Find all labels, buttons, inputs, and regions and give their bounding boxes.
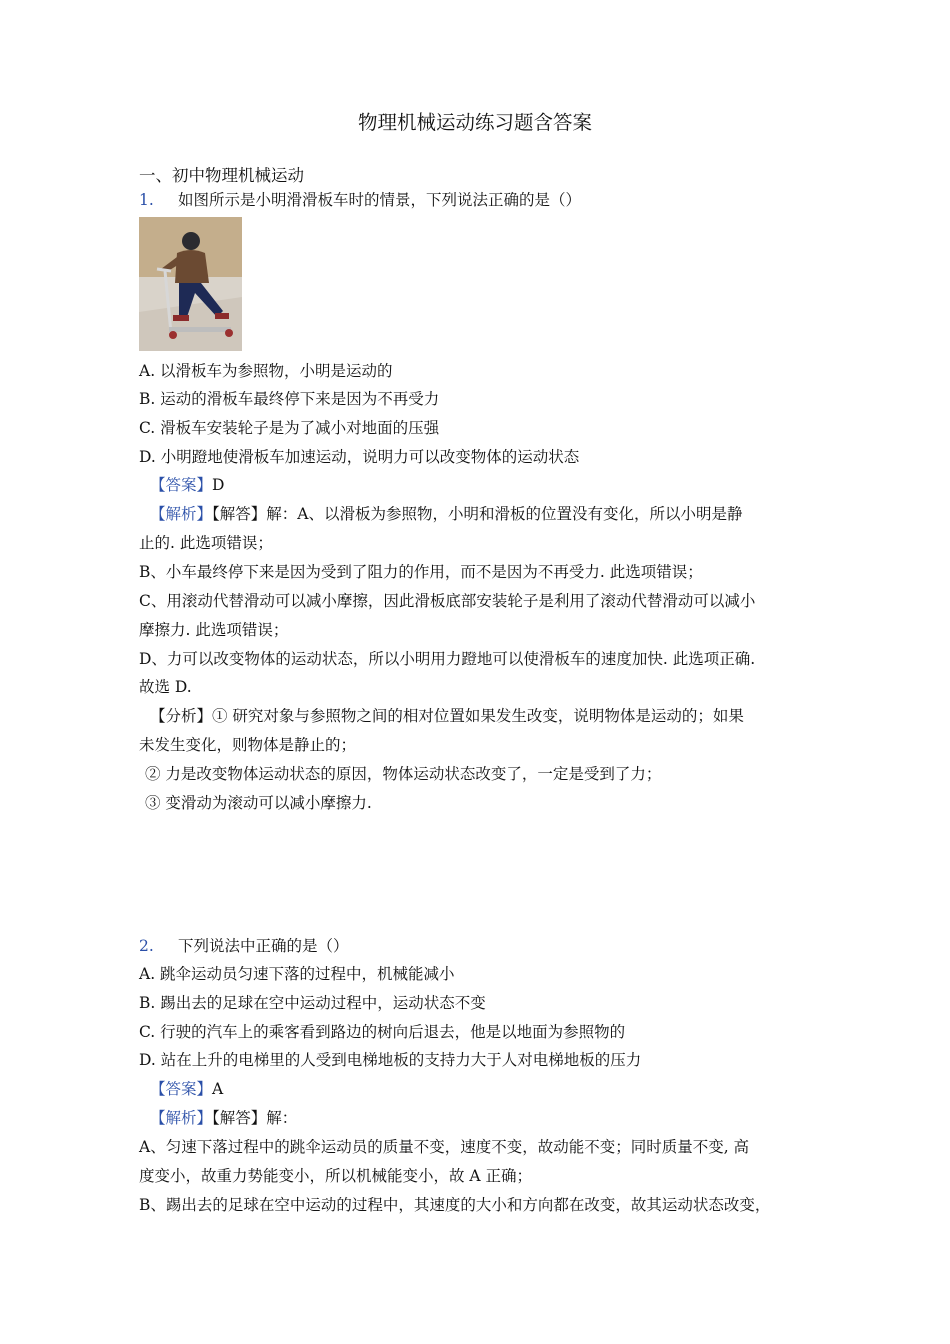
question-2-option-b: B. 踢出去的足球在空中运动过程中，运动状态不变 [139,994,486,1012]
question-2-option-c: C. 行驶的汽车上的乘客看到路边的树向后退去，他是以地面为参照物的 [139,1023,626,1041]
question-2-analysis-line [150,1107,297,1129]
answer-value: A [212,1080,224,1098]
question-2-analysis-line: A、匀速下落过程中的跳伞运动员的质量不变，速度不变，故动能不变；同时质量不变, 高 [139,1138,750,1156]
answer-label: 【答案】 [150,476,213,494]
question-2-option-d: D. 站在上升的电梯里的人受到电梯地板的支持力大于人对电梯地板的压力 [139,1051,642,1069]
question-2-option-a: A. 跳伞运动员匀速下落的过程中，机械能减小 [139,965,455,983]
question-1-option-d: D. 小明蹬地使滑板车加速运动，说明力可以改变物体的运动状态 [139,448,580,466]
question-1-analysis-line: D、力可以改变物体的运动状态，所以小明用力蹬地可以使滑板车的速度加快. 此选项正确. [139,650,756,668]
analysis-label: 【解析】 [150,1109,213,1127]
question-1-option-c: C. 滑板车安装轮子是为了减小对地面的压强 [139,419,440,437]
question-1-analysis-line: C、用滚动代替滑动可以减小摩擦，因此滑板底部安装轮子是利用了滚动代替滑动可以减小 [139,592,756,610]
question-2-answer [150,1078,223,1100]
document-title: 物理机械运动练习题含答案 [357,111,592,134]
question-1-analysis-line: 故选 D. [139,678,192,696]
answer-value: D [212,476,225,494]
analysis-text: 【解答】解：A、以滑板为参照物，小明和滑板的位置没有变化，所以小明是静 [212,505,743,523]
question-1-analysis-line: 【分析】① 研究对象与参照物之间的相对位置如果发生改变，说明物体是运动的；如果 [150,707,744,725]
question-1-analysis-line: ② 力是改变物体运动状态的原因，物体运动状态改变了，一定是受到了力； [145,765,662,783]
scooter-photo [139,217,242,351]
question-1-analysis-line: ③ 变滑动为滚动可以减小摩擦力. [145,794,372,812]
question-1-option-a: A. 以滑板车为参照物，小明是运动的 [139,362,393,380]
question-1-analysis-line: B、小车最终停下来是因为受到了阻力的作用，而不是因为不再受力. 此选项错误； [139,563,703,581]
boy-on-scooter-illustration [139,217,242,351]
answer-label: 【答案】 [150,1080,213,1098]
section-heading: 一、初中物理机械运动 [139,166,304,185]
question-1-number: 1. [139,191,154,209]
question-1-stem: 如图所示是小明滑滑板车时的情景，下列说法正确的是（） [178,191,582,209]
question-1-option-b: B. 运动的滑板车最终停下来是因为不再受力 [139,390,440,408]
question-2-stem: 下列说法中正确的是（） [178,937,349,955]
analysis-label: 【解析】 [150,505,213,523]
question-1-analysis-line: 未发生变化，则物体是静止的； [139,736,357,754]
question-2-number: 2. [139,937,154,955]
analysis-text: 【解答】解： [212,1109,298,1127]
question-1-answer [150,474,224,496]
question-1-analysis-line: 止的. 此选项错误； [139,534,273,552]
question-2-analysis-line: B、踢出去的足球在空中运动的过程中，其速度的大小和方向都在改变，故其运动状态改变， [139,1196,771,1214]
question-2-analysis-line: 度变小，故重力势能变小，所以机械能变小，故 A 正确； [139,1167,533,1185]
question-1-analysis-line [150,503,742,525]
question-1-analysis-line: 摩擦力. 此选项错误； [139,621,289,639]
